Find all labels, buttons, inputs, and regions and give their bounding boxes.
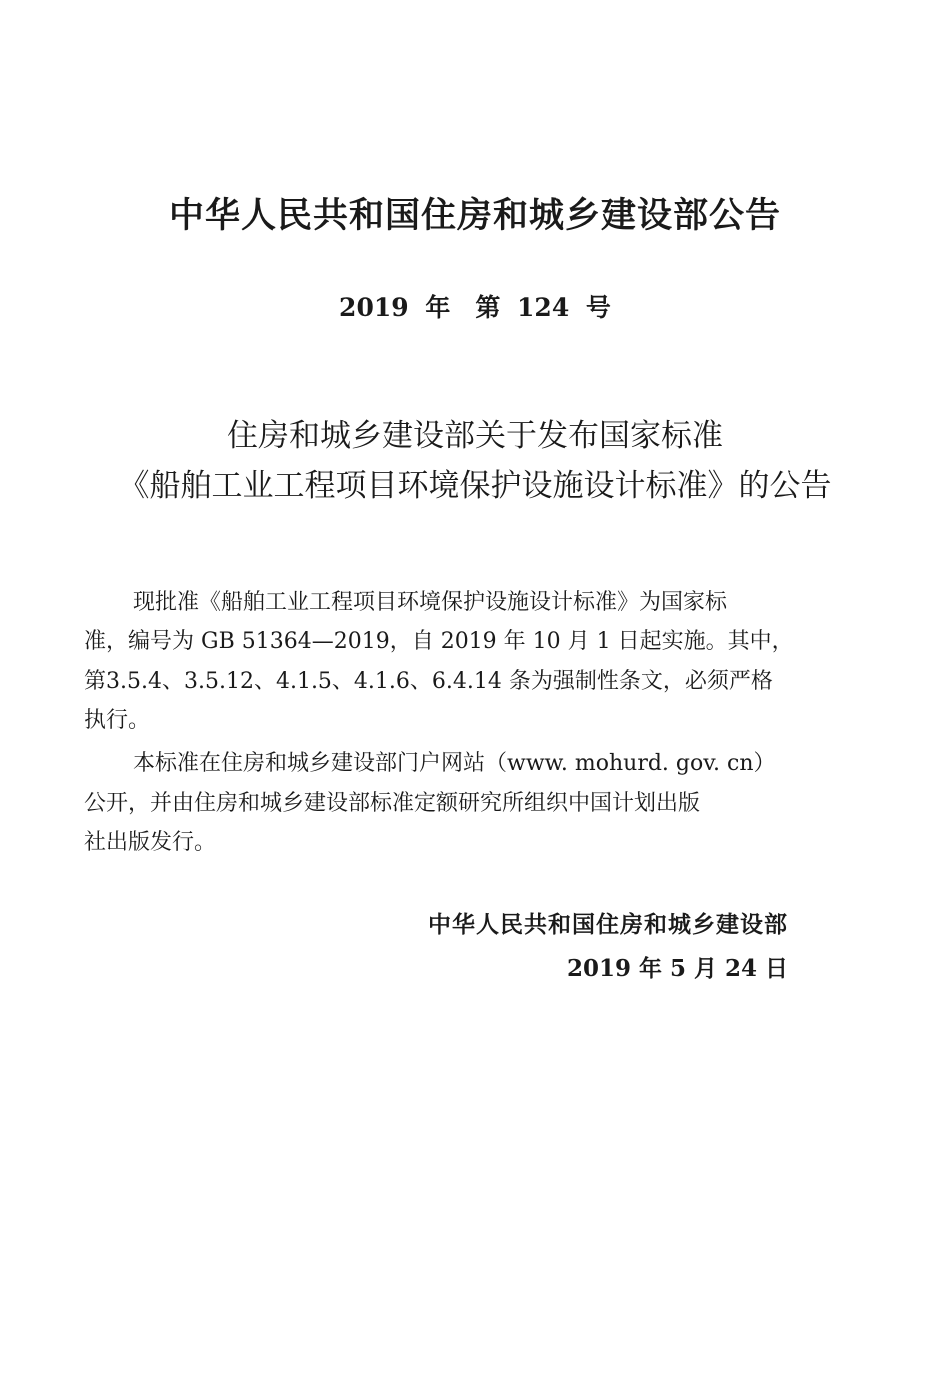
subject-line-1: 住房和城乡建设部关于发布国家标准 xyxy=(227,418,723,454)
department-title: 中华人民共和国住房和城乡建设部公告 xyxy=(168,196,781,236)
paragraph-2-line-3: 社出版发行。 xyxy=(84,830,217,855)
signature-organization: 中华人民共和国住房和城乡建设部 xyxy=(428,912,788,938)
paragraph-1-line-1: 现批准《船舶工业工程项目环境保护设施设计标准》为国家标 xyxy=(133,590,728,615)
paragraph-1-line-2: 准，编号为 GB 51364—2019，自 2019 年 10 月 1 日起实施。其中， xyxy=(84,629,794,654)
document-number: 2019 年 第 124 号 xyxy=(339,293,611,322)
paragraph-2-line-2: 公开，并由住房和城乡建设部标准定额研究所组织中国计划出版 xyxy=(84,791,701,816)
paragraph-2-line-1: 本标准在住房和城乡建设部门户网站（www. mohurd. gov. cn） xyxy=(133,751,776,776)
paragraph-1-line-4: 执行。 xyxy=(84,708,151,733)
signature-date: 2019 年 5 月 24 日 xyxy=(566,955,788,982)
paragraph-1-line-3: 第3.5.4、3.5.12、4.1.5、4.1.6、6.4.14 条为强制性条文，必须严格 xyxy=(84,669,773,694)
subject-line-2: 《船舶工业工程项目环境保护设施设计标准》的公告 xyxy=(118,468,832,504)
